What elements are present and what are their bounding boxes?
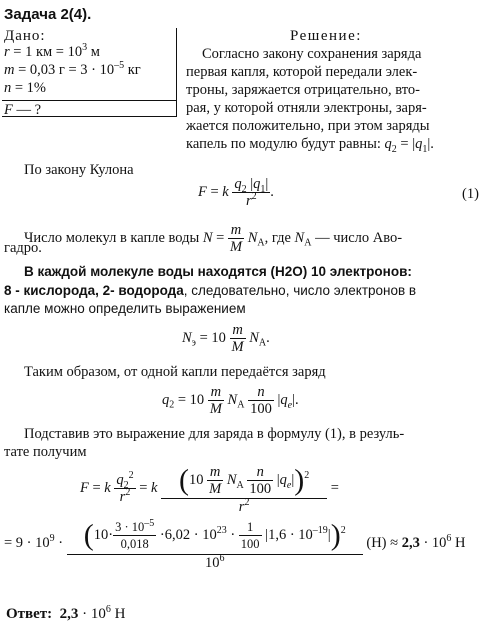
equation-1-number: (1) xyxy=(462,186,479,202)
electrons-line-1: В каждой молекуле воды находятся (H2O) 10 электронов: xyxy=(24,264,412,279)
given-line-4: F — ? xyxy=(4,102,42,118)
solution-line-1: Согласно закону сохранения заряда xyxy=(202,46,422,62)
solution-line-6: капель по модулю будут равны: $q_2 = |q_1|$. xyxy=(186,136,434,155)
equation-big-2: = $9 \cdot 10^9$ · (10· $\frac{3 \cdot 10^{-5}}{0,018}$ $\cdot 6,02 \cdot 10^{23}$ · $\frac{1}{100}$ $|1,6 \cdot 10^{-19}|)^2$ $10^6$ $(Н) \approx 2,3 \cdot 10^6$ Н xyxy=(4,516,490,571)
given-line-1: r = 1 км = $10^3$ м xyxy=(4,42,100,60)
substitute-line-2: тате получим xyxy=(4,444,87,460)
task-title: Задача 2(4). xyxy=(4,6,92,23)
final-result: $(Н) \approx 2,3 \cdot 10^6$ Н xyxy=(366,533,466,551)
answer: Ответ: $2,3 \cdot 10^6$ Н xyxy=(6,604,126,622)
solution-heading: Решение: xyxy=(290,28,362,44)
solution-line-2: первая капля, которой передали элек- xyxy=(186,64,418,80)
equation-1: F = k $\frac{q_2 |q_1|}{r^2}$ . xyxy=(198,176,274,209)
electrons-line-2: 8 - кислорода, 2- водорода, следовательно, число электронов в xyxy=(4,283,417,298)
substitute-line-1: Подставив это выражение для заряда в формулу (1), в резуль- xyxy=(24,426,405,442)
electrons-line-3: капле можно определить выражением xyxy=(4,301,246,316)
given-line-3: n = 1% xyxy=(4,80,47,96)
solution-text xyxy=(186,45,486,153)
equation-big-1: F = k $\frac{q_2^2}{r^2}$ = k (10 $\frac{m}{M}$ $N_A$ $\frac{n}{100}$ $|q_e|)^2$ $r^2$ = xyxy=(80,463,339,515)
solution-line-5: жается положительно, при этом заряды xyxy=(186,118,430,134)
equation-ne: $N_э = 10$ $\frac{m}{M}$ $N_A$. xyxy=(182,322,270,355)
solution-line-4: рая, у которой отняли электроны, заря- xyxy=(186,100,427,116)
solution-line-3: троны, заряжается отрицательно, вто- xyxy=(186,82,420,98)
coulomb-text: По закону Кулона xyxy=(24,162,134,178)
transfer-text: Таким образом, от одной капли передаётся заряд xyxy=(24,364,326,380)
equation-q2: $q_2 = 10$ $\frac{m}{M}$ $N_A$ $\frac{n}{100}$ $|q_e|$. xyxy=(162,384,299,417)
given-heading: Дано: xyxy=(4,28,46,44)
answer-label: Ответ: xyxy=(6,606,53,622)
given-divider xyxy=(2,100,176,101)
molecules-line-2: гадро. xyxy=(4,240,42,256)
molecules-line-1: Число молекул в капле воды N = $\frac{m}{M}$ $N_A$, где $N_A$ — число Аво- xyxy=(24,222,403,255)
given-line-2: m = 0,03 $г = 3 \cdot 10^{-5}$ кг xyxy=(4,60,141,78)
